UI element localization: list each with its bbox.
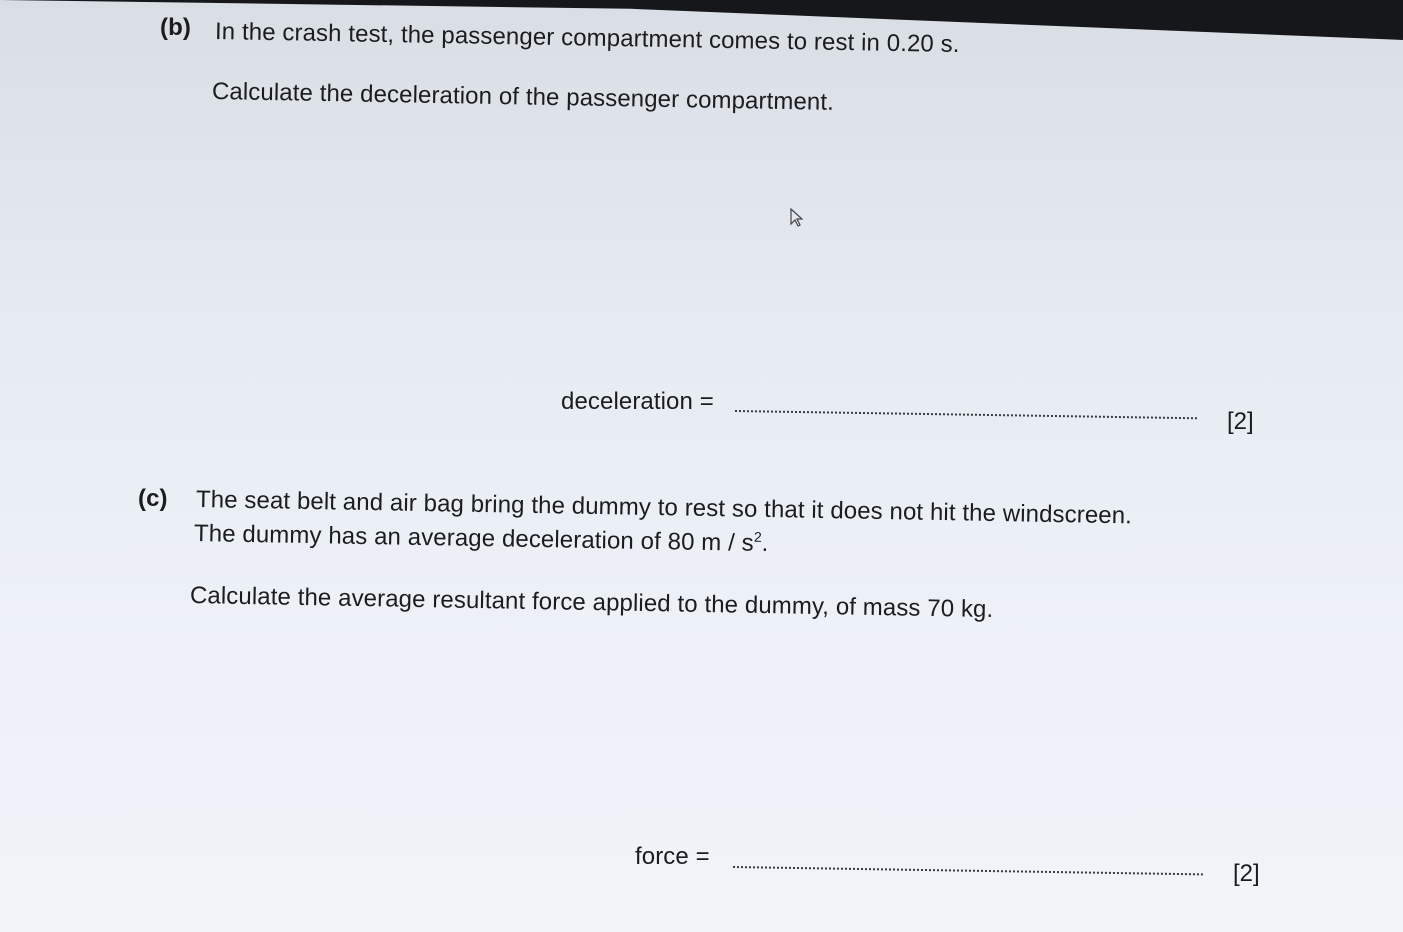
part-b-instruction: Calculate the deceleration of the passenger compartment. xyxy=(211,78,835,116)
part-b-marks: [2] xyxy=(1227,408,1254,435)
part-c-period: . xyxy=(761,529,769,558)
part-c-label: (c) xyxy=(138,485,168,512)
part-c-question-text: The seat belt and air bag bring the dummy to rest so that it does not hit the windscreen. xyxy=(195,486,1133,530)
part-c-marks: [2] xyxy=(1233,860,1260,887)
unit-exponent: 2 xyxy=(753,528,762,545)
deceleration-answer-label: deceleration = xyxy=(561,388,714,415)
force-answer-line[interactable] xyxy=(733,866,1203,875)
part-b-label: (b) xyxy=(160,14,191,41)
mouse-pointer-icon xyxy=(789,208,803,228)
force-answer-label: force = xyxy=(635,843,710,870)
part-c-deceleration-value: The dummy has an average deceleration of 80 m / s xyxy=(193,520,755,557)
part-c-instruction: Calculate the average resultant force applied to the dummy, of mass 70 kg. xyxy=(189,582,994,624)
part-c-deceleration-text xyxy=(194,519,769,558)
deceleration-answer-line[interactable] xyxy=(735,410,1197,419)
part-b-question-text: In the crash test, the passenger compartment comes to rest in 0.20 s. xyxy=(214,18,960,58)
